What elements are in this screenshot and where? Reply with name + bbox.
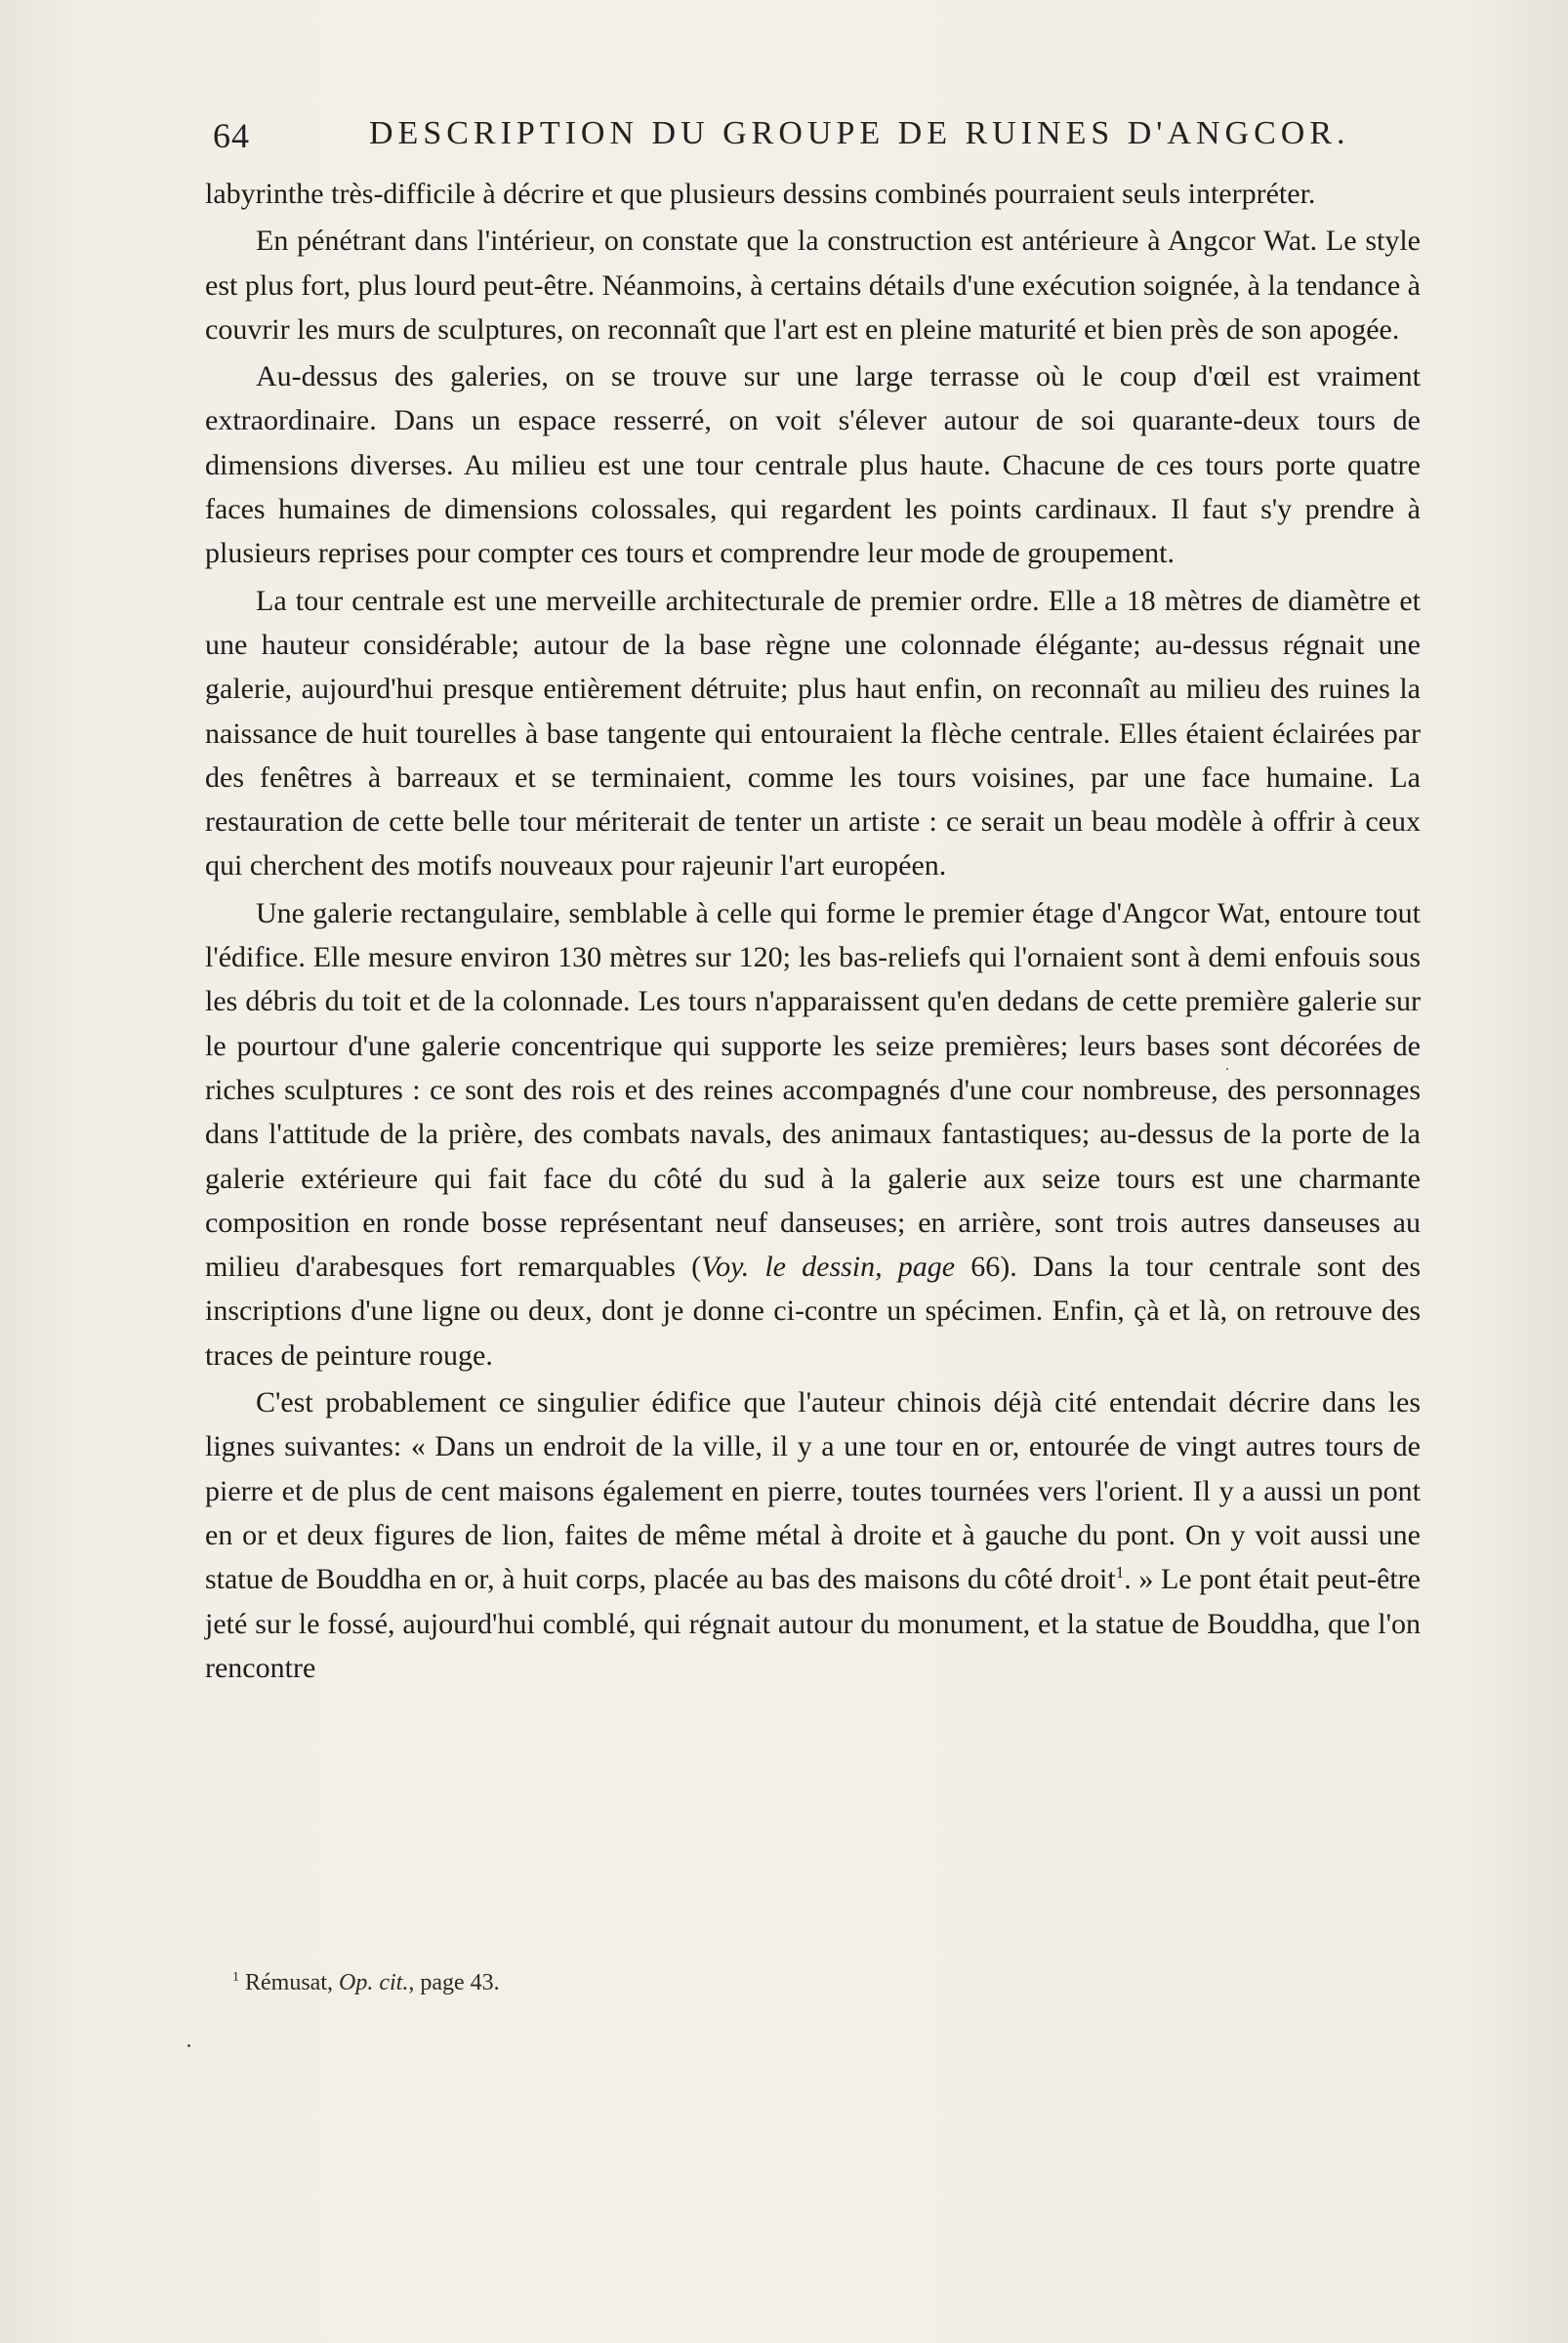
paragraph xyxy=(205,1380,1421,1690)
running-title: DESCRIPTION DU GROUPE DE RUINES D'ANGCOR. xyxy=(369,115,1350,151)
footnote xyxy=(232,1970,1111,1996)
paragraph-continuation: labyrinthe très-difficile à décrire et que plusieurs dessins combinés pourraient seuls interpréter. xyxy=(205,178,1316,210)
paragraph: La tour centrale est une merveille architecturale de premier ordre. Elle a 18 mètres de diamètre et une hauteur considérable; autour de la base règne une colonnade élégante; au-dessus régnait une galerie, aujourd'hui presque entièrement détruite; plus haut enfin, on reconnaît au milieu des ruines la naissance de huit tourelles à base tangente qui entouraient la flèche centrale. Elles étaient éclairées par des fenêtres à barreaux et se terminaient, comme les tours voisines, par une face humaine. La restauration de cette belle tour mériterait de tenter un artiste : ce serait un beau modèle à offrir à ceux qui cherchent des motifs nouveaux pour rajeunir l'art européen. xyxy=(205,584,1421,883)
footnote-author: Rémusat, xyxy=(245,1970,333,1995)
drawing-reference: Voy. le dessin, page xyxy=(701,1251,956,1284)
paragraph-text: 66). Dans la tour centrale sont des inscriptions d'une ligne ou deux, dont je donne ci-contre un spécimen. Enfin, çà et là, on retrouve des traces de peinture rouge. xyxy=(205,1251,1421,1372)
paragraph-text: Une galerie rectangulaire, semblable à celle qui forme le premier étage d'Angcor Wat, entoure tout l'édifice. Elle mesure environ 130 mètres sur 120; les bas-reliefs qui l'ornaient sont à demi enfouis sous les débris du toit et de la colonnade. Les tours n'apparaissent qu'en dedans de cette première galerie sur le pourtour d'une galerie concentrique qui supporte les seize premières; leurs bases sont décorées de riches sculptures : ce sont des rois et des reines accompagnés d'une cour nombreuse, des personnages dans l'attitude de la prière, des combats navals, des animaux fantastiques; au-dessus de la porte de la galerie extérieure qui fait face du côté du sud à la galerie aux seize tours est une charmante composition en ronde bosse représentant neuf danseuses; en arrière, sont trois autres danseuses au milieu d'arabesques fort remarquables ( xyxy=(205,896,1421,1284)
footnote-reference: 1 xyxy=(1115,1563,1125,1583)
footnote-citation: Op. cit. xyxy=(339,1970,409,1995)
paragraph-text: . » Le pont était peut-être jeté sur le fossé, aujourd'hui comblé, qui régnait autour du monument, et la statue de Bouddha, que l'on rencontre xyxy=(205,1563,1421,1684)
paragraph xyxy=(205,891,1421,1377)
footnote-mark: 1 xyxy=(232,1970,239,1985)
footnote-page: , page 43. xyxy=(408,1970,500,1995)
paragraph: Au-dessus des galeries, on se trouve sur une large terrasse où le coup d'œil est vraiment extraordinaire. Dans un espace resserré, on voit s'élever autour de soi quarante-deux tours de dimensions diverses. Au milieu est une tour centrale plus haute. Chacune de ces tours porte quatre faces humaines de dimensions colossales, qui regardent les points cardinaux. Il faut s'y prendre à plusieurs reprises pour compter ces tours et comprendre leur mode de groupement. xyxy=(205,360,1421,570)
paragraph-text: C'est probablement ce singulier édifice que l'auteur chinois déjà cité entendait décrire dans les lignes suivantes: « Dans un endroit de la ville, il y a une tour en or, entourée de vingt autres tours de pierre et de plus de cent maisons également en pierre, toutes tournées vers l'orient. Il y a aussi un pont en or et deux figures de lion, faites de même métal à droite et à gauche du pont. On y voit aussi une statue de Bouddha en or, à huit corps, placée au bas des maisons du côté droit xyxy=(205,1386,1421,1596)
running-head xyxy=(213,115,1414,162)
page-number: 64 xyxy=(213,116,250,155)
paper-speck xyxy=(1226,1068,1228,1070)
paper-speck xyxy=(187,2044,190,2047)
paragraph: En pénétrant dans l'intérieur, on constate que la construction est antérieure à Angcor Wat. Le style est plus fort, plus lourd peut-être. Néanmoins, à certains détails d'une exécution soignée, à la tendance à couvrir les murs de sculptures, on reconnaît que l'art est en pleine maturité et bien près de son apogée. xyxy=(205,225,1421,346)
body-text xyxy=(205,172,1421,1693)
